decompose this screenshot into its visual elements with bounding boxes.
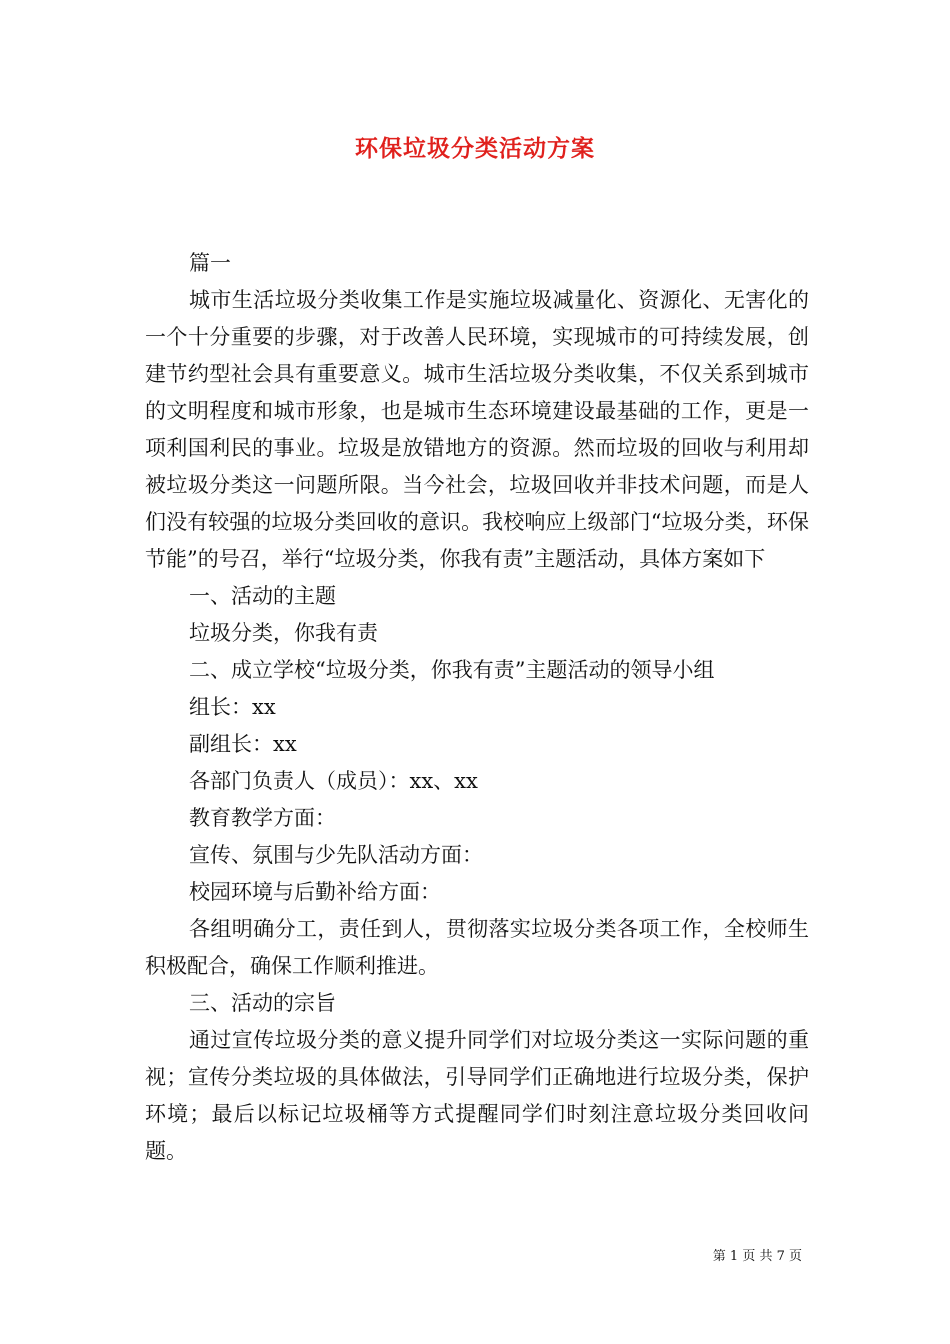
intro-paragraph: 城市生活垃圾分类收集工作是实施垃圾减量化、资源化、无害化的一个十分重要的步骤，对于改善人民环境，实现城市的可持续发展，创建节约型社会具有重要意义。城市生活垃圾分类收集，不仅关系到城市的文明程度和城市形象，也是城市生态环境建设最基础的工作，更是一项利国利民的事业。垃圾是放错地方的资源。然而垃圾的回收与利用却被垃圾分类这一问题所限。当今社会，垃圾回收并非技术问题，而是人们没有较强的垃圾分类回收的意识。我校响应上级部门“垃圾分类，环保节能”的号召，举行“垃圾分类，你我有责”主题活动，具体方案如下 (145, 288, 809, 571)
deputy-group-leader: 副组长：xx (189, 732, 297, 756)
publicity-activities: 宣传、氛围与少先队活动方面： (189, 843, 483, 867)
heading-leadership-group: 二、成立学校“垃圾分类，你我有责”主题活动的领导小组 (189, 658, 715, 682)
heading-activity-purpose: 三、活动的宗旨 (189, 991, 336, 1015)
heading-activity-theme: 一、活动的主题 (189, 584, 336, 608)
campus-logistics: 校园环境与后勤补给方面： (189, 880, 441, 904)
document-title: 环保垃圾分类活动方案 (355, 135, 595, 162)
group-leader: 组长：xx (189, 695, 276, 719)
division-of-labor-paragraph: 各组明确分工，责任到人，贯彻落实垃圾分类各项工作，全校师生积极配合，确保工作顺利推进。 (145, 917, 809, 978)
document-body (145, 245, 809, 1170)
purpose-paragraph: 通过宣传垃圾分类的意义提升同学们对垃圾分类这一实际问题的重视；宣传分类垃圾的具体做法，引导同学们正确地进行垃圾分类，保护环境；最后以标记垃圾桶等方式提醒同学们时刻注意垃圾分类回收问题。 (145, 1028, 809, 1163)
education-teaching: 教育教学方面： (189, 806, 336, 830)
section-label: 篇一 (189, 251, 231, 275)
department-heads: 各部门负责人（成员）：xx、xx (189, 769, 478, 793)
page-number: 第 1 页 共 7 页 (712, 1249, 802, 1264)
activity-theme-text: 垃圾分类，你我有责 (189, 621, 378, 645)
